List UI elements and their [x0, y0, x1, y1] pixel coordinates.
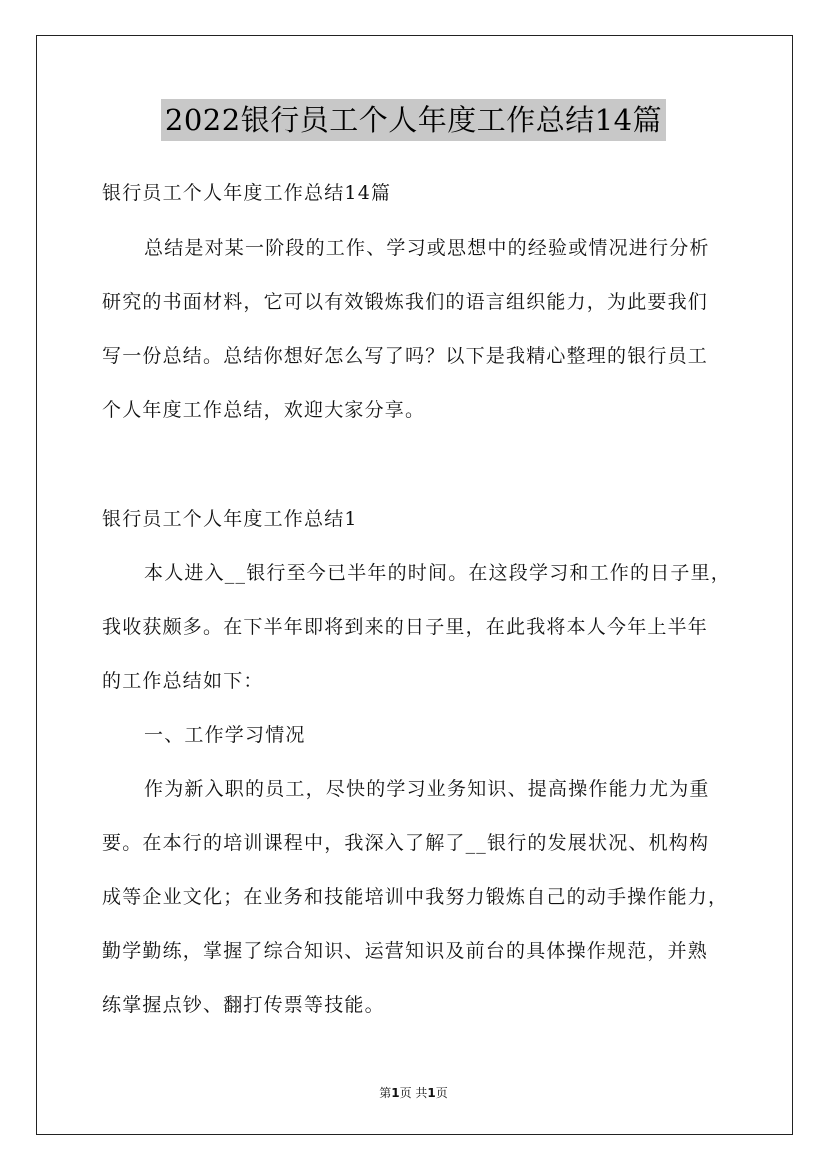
para2-line-2: 要。在本行的培训课程中，我深入了解了__银行的发展状况、机构构 — [102, 832, 710, 854]
page-footer — [0, 1085, 827, 1101]
para2-line-3: 成等企业文化；在业务和技能培训中我努力锻炼自己的动手操作能力， — [102, 886, 729, 908]
section-heading: 银行员工个人年度工作总结1 — [102, 508, 358, 530]
para1-line-2: 我收获颇多。在下半年即将到来的日子里，在此我将本人今年上半年 — [102, 616, 709, 638]
para2-line-1: 作为新入职的员工，尽快的学习业务知识、提高操作能力尤为重 — [144, 778, 710, 800]
footer-current-page: 1 — [391, 1086, 400, 1100]
intro-line-2: 研究的书面材料，它可以有效锻炼我们的语言组织能力，为此要我们 — [102, 291, 709, 313]
title-container — [0, 99, 827, 141]
para1-line-3: 的工作总结如下： — [102, 670, 264, 692]
footer-suffix: 页 — [435, 1086, 448, 1100]
intro-line-4: 个人年度工作总结，欢迎大家分享。 — [102, 399, 426, 421]
footer-mid: 页 共 — [399, 1086, 428, 1100]
intro-line-3: 写一份总结。总结你想好怎么写了吗？以下是我精心整理的银行员工 — [102, 345, 709, 367]
para2-line-5: 练掌握点钞、翻打传票等技能。 — [102, 994, 385, 1016]
document-subtitle: 银行员工个人年度工作总结14篇 — [102, 182, 392, 204]
para1-line-1: 本人进入__银行至今已半年的时间。在这段学习和工作的日子里， — [144, 562, 732, 584]
sub-heading: 一、工作学习情况 — [144, 724, 306, 746]
document-title: 2022银行员工个人年度工作总结14篇 — [161, 99, 666, 141]
footer-total-pages: 1 — [427, 1086, 436, 1100]
para2-line-4: 勤学勤练，掌握了综合知识、运营知识及前台的具体操作规范，并熟 — [102, 940, 709, 962]
intro-line-1: 总结是对某一阶段的工作、学习或思想中的经验或情况进行分析 — [144, 237, 710, 259]
footer-prefix: 第 — [379, 1086, 392, 1100]
